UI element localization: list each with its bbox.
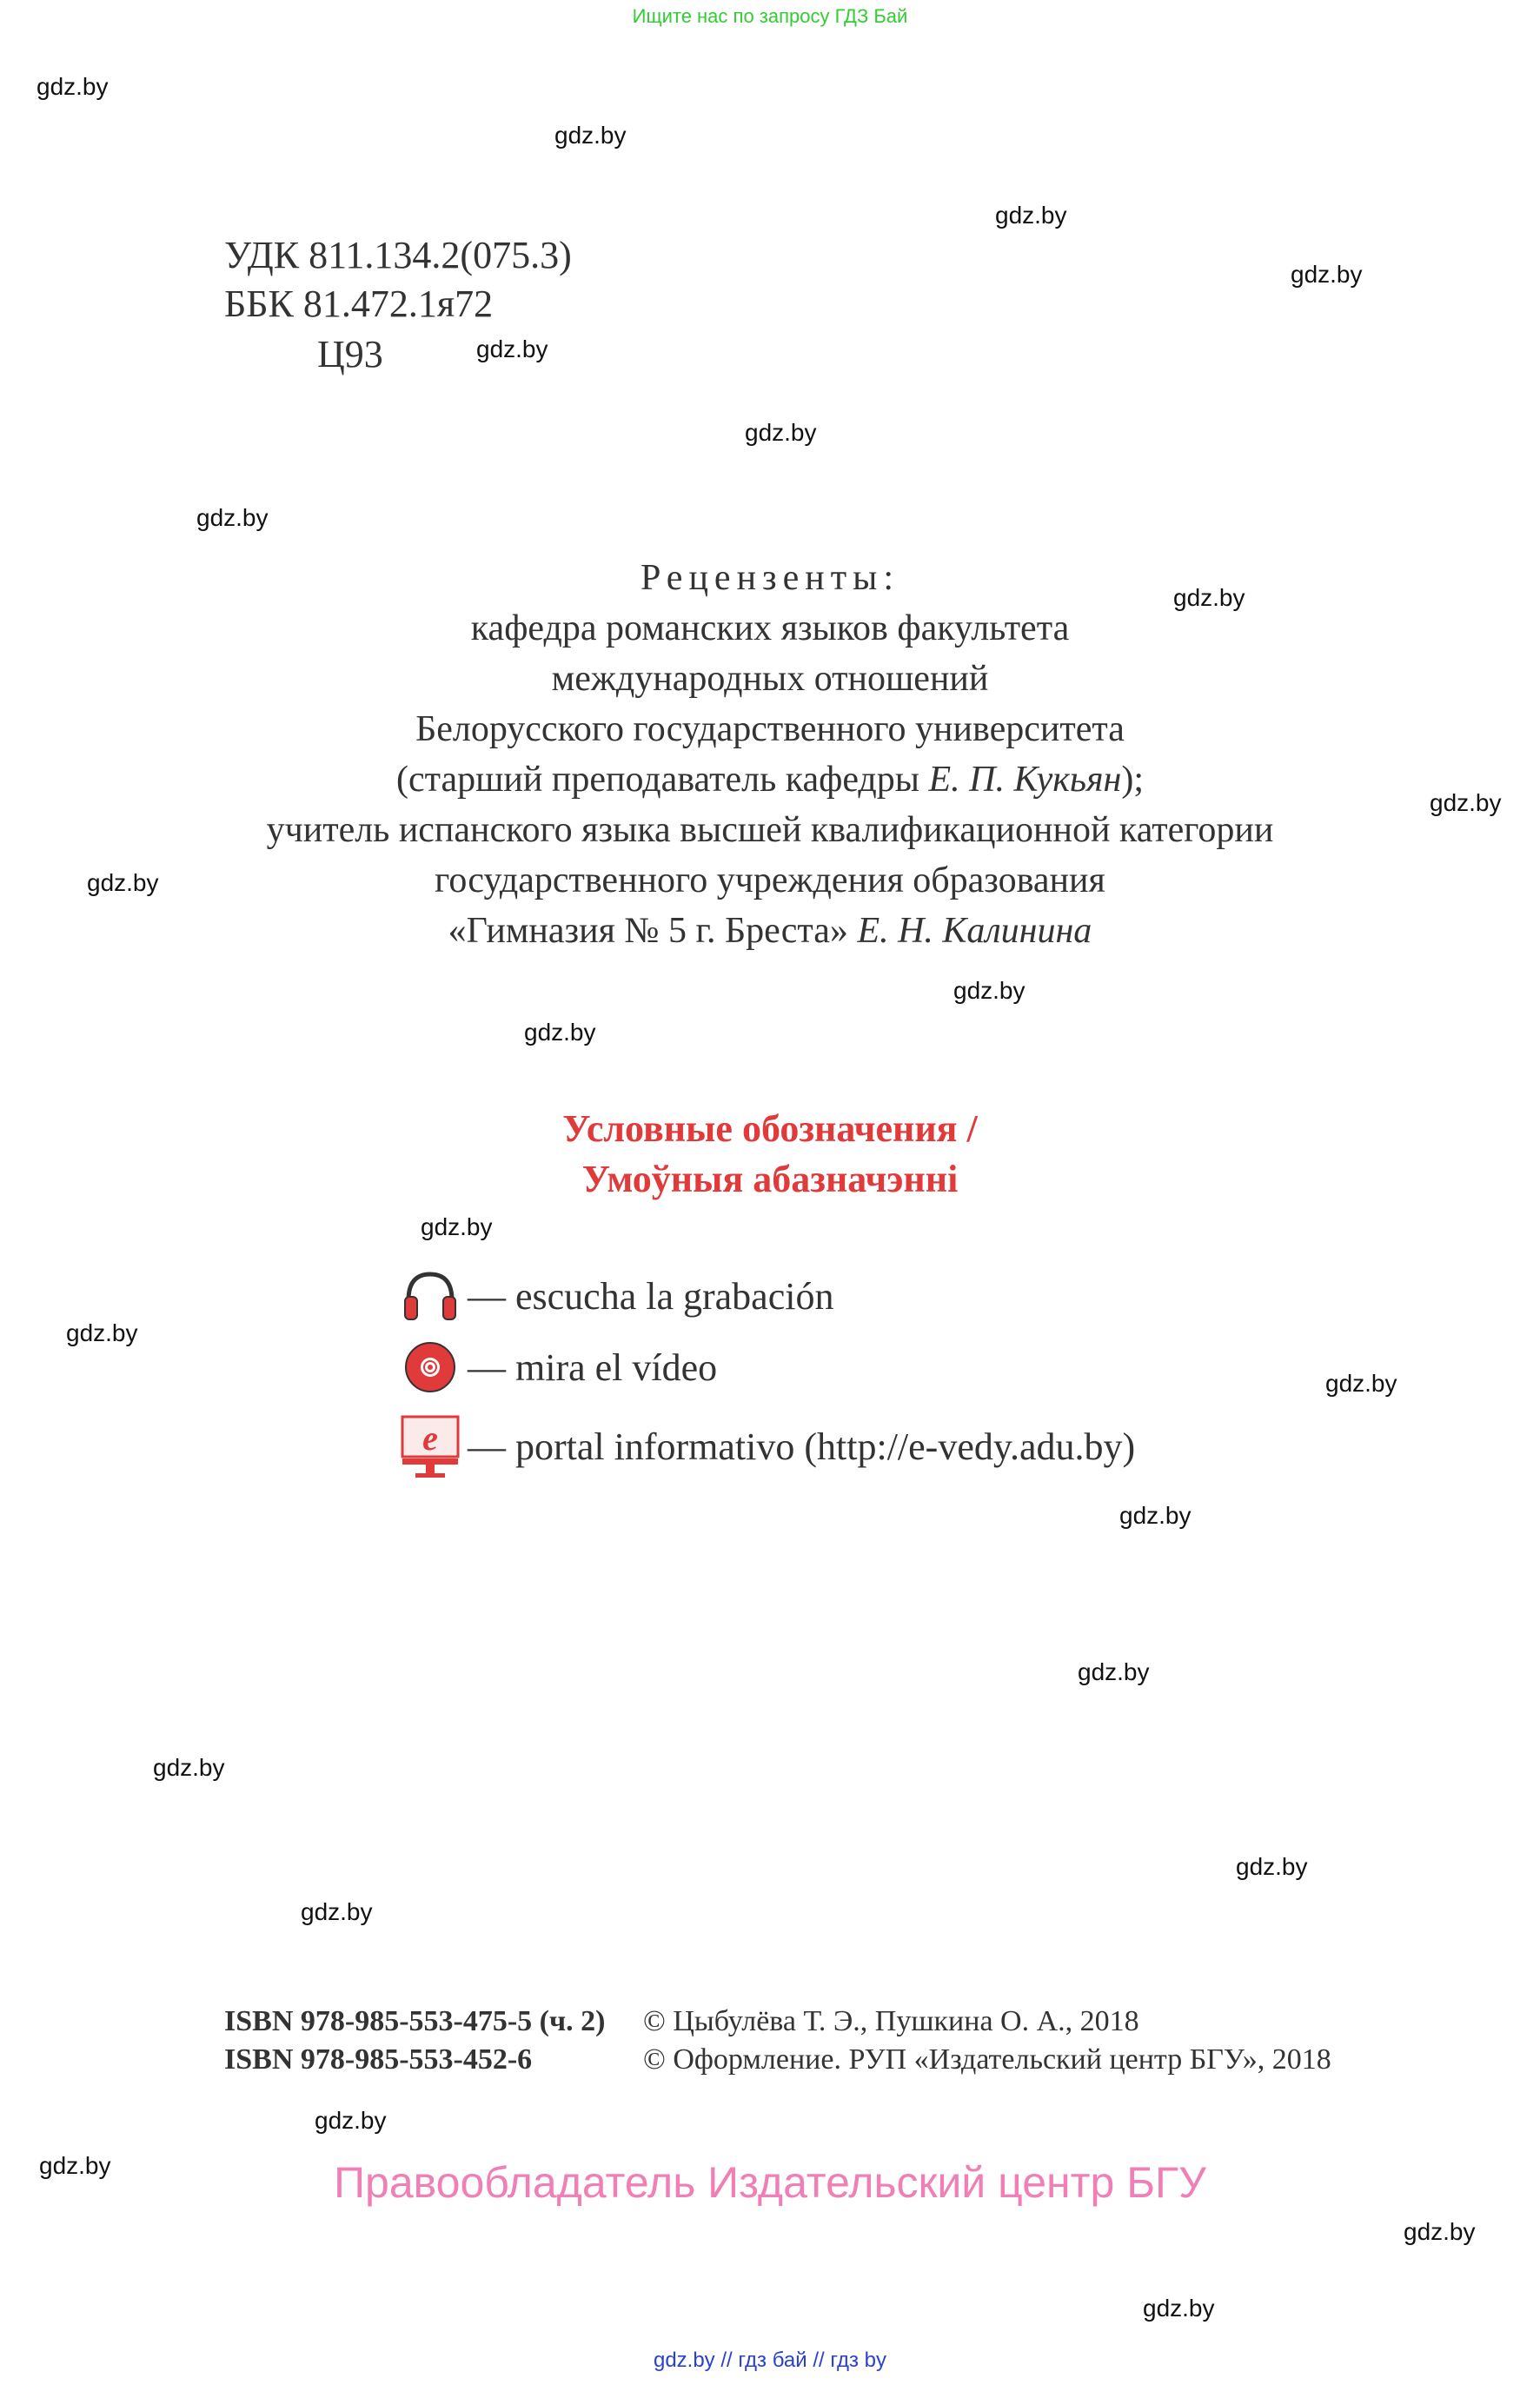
legend-title-by: Умоўныя абазначэнні bbox=[581, 1158, 959, 1200]
watermark: gdz.by bbox=[196, 504, 269, 531]
reviewers-heading: Рецензенты: bbox=[641, 558, 899, 598]
watermark: gdz.by bbox=[953, 977, 1026, 1004]
e-portal-monitor-icon bbox=[400, 1412, 461, 1481]
watermark: gdz.by bbox=[1119, 1502, 1192, 1529]
watermark: gdz.by bbox=[1291, 261, 1363, 288]
video-disc-icon bbox=[400, 1339, 461, 1396]
reviewer-line-text: «Гимназия № 5 г. Бреста» bbox=[448, 911, 858, 951]
watermark: gdz.by bbox=[524, 1019, 596, 1046]
copyright-design: © Оформление. РУП «Издательский центр БГУ», 2018 bbox=[643, 2043, 1331, 2076]
legend-title-ru: Условные обозначения / bbox=[562, 1107, 978, 1150]
legend-item-text: — mira el vídeo bbox=[468, 1345, 718, 1389]
reviewer-line: международных отношений bbox=[551, 659, 989, 699]
reviewers-block bbox=[0, 553, 1540, 956]
watermark: gdz.by bbox=[554, 122, 627, 149]
watermark: gdz.by bbox=[39, 2152, 111, 2179]
headphones-icon bbox=[400, 1267, 461, 1325]
watermark: gdz.by bbox=[995, 202, 1067, 229]
isbn-part2: ISBN 978-985-553-475-5 (ч. 2) bbox=[224, 2005, 606, 2037]
reviewer-line: Белорусского государственного университета bbox=[415, 709, 1125, 749]
reviewer-line: государственного учреждения образования bbox=[435, 860, 1105, 900]
reviewer-line: учитель испанского языка высшей квалификационной категории bbox=[266, 810, 1274, 850]
watermark: gdz.by bbox=[37, 73, 109, 100]
author-mark: Ц93 bbox=[317, 333, 383, 375]
footer-links[interactable]: gdz.by // гдз бай // гдз by bbox=[653, 2348, 887, 2372]
reviewer-line bbox=[0, 754, 1540, 805]
copyright-authors: © Цыбулёва Т. Э., Пушкина О. А., 2018 bbox=[643, 2005, 1139, 2037]
watermark: gdz.by bbox=[1173, 584, 1245, 611]
legend-item-portal bbox=[400, 1410, 1135, 1483]
reviewer-name: Е. Н. Калинина bbox=[857, 911, 1092, 951]
watermark: gdz.by bbox=[315, 2107, 387, 2134]
rights-holder: Правообладатель Издательский центр БГУ bbox=[334, 2158, 1206, 2207]
watermark: gdz.by bbox=[1236, 1853, 1308, 1880]
udc-code: УДК 811.134.2(075.3) bbox=[224, 234, 572, 276]
legend-item-text: — escucha la grabación bbox=[468, 1274, 834, 1318]
search-hint-banner: Ищите нас по запросу ГДЗ Бай bbox=[632, 5, 908, 27]
legend-title bbox=[0, 1104, 1540, 1205]
watermark: gdz.by bbox=[745, 419, 817, 446]
watermark: gdz.by bbox=[421, 1213, 493, 1240]
watermark: gdz.by bbox=[87, 869, 159, 896]
reviewer-line-text: (старший преподаватель кафедры bbox=[395, 760, 929, 800]
reviewer-line: кафедра романских языков факультета bbox=[470, 608, 1070, 648]
reviewer-name: Е. П. Кукьян bbox=[928, 760, 1122, 800]
watermark: gdz.by bbox=[1078, 1658, 1150, 1685]
watermark: gdz.by bbox=[1404, 2218, 1476, 2245]
watermark: gdz.by bbox=[1325, 1370, 1397, 1397]
watermark: gdz.by bbox=[1143, 2295, 1215, 2322]
isbn-general: ISBN 978-985-553-452-6 bbox=[224, 2043, 533, 2076]
bbk-code: ББК 81.472.1я72 bbox=[224, 282, 494, 325]
watermark: gdz.by bbox=[66, 1319, 138, 1346]
reviewer-line-text: ); bbox=[1121, 760, 1145, 800]
watermark: gdz.by bbox=[1430, 789, 1502, 816]
watermark: gdz.by bbox=[476, 335, 548, 362]
legend-item-audio bbox=[400, 1267, 833, 1325]
watermark: gdz.by bbox=[301, 1898, 373, 1925]
svg-text:e: e bbox=[422, 1418, 438, 1458]
legend-item-text: — portal informativo (http://e-vedy.adu.by) bbox=[468, 1425, 1136, 1468]
reviewer-line bbox=[0, 906, 1540, 956]
watermark: gdz.by bbox=[153, 1754, 225, 1781]
legend-item-video bbox=[400, 1339, 717, 1396]
